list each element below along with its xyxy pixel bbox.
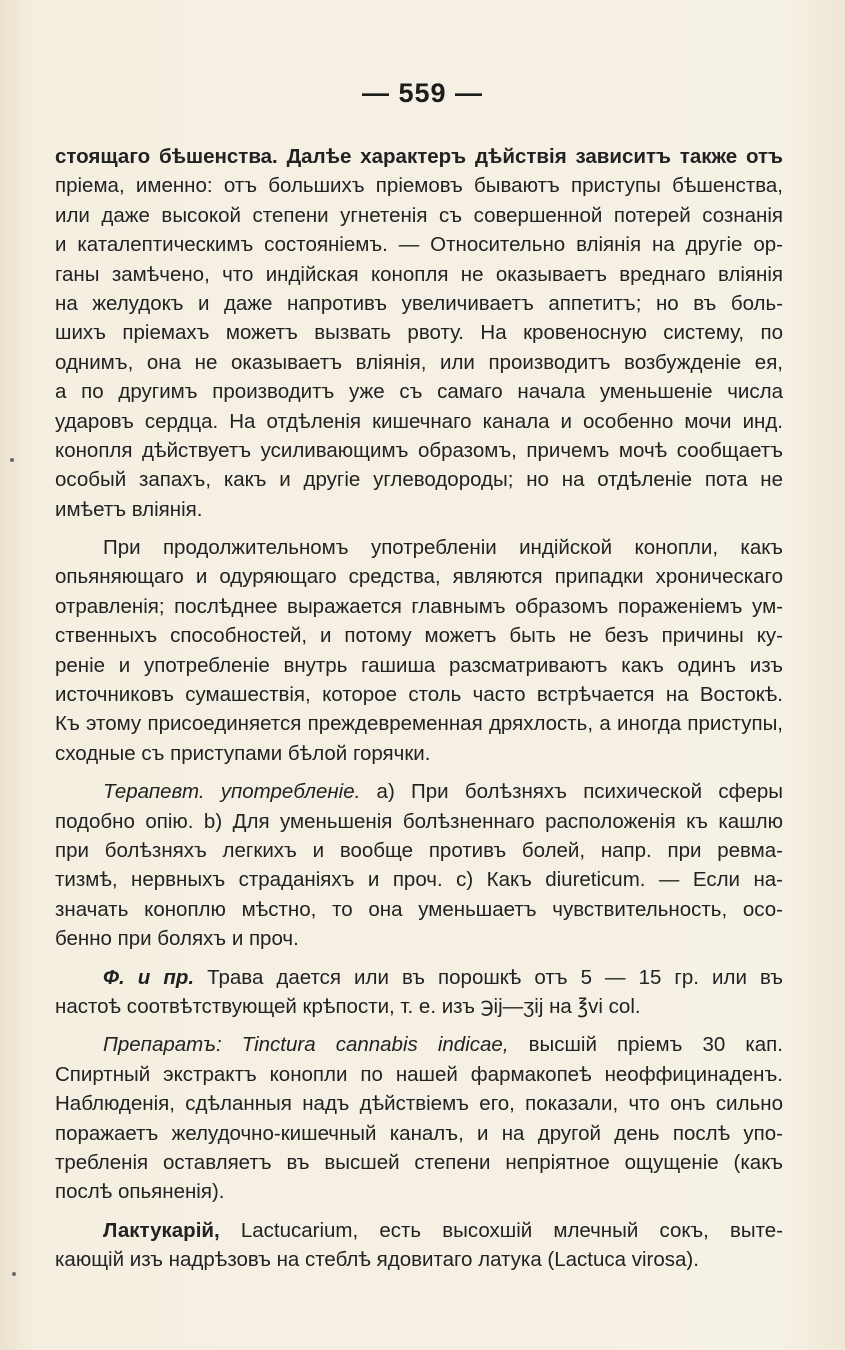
paragraph-preparation	[55, 1030, 783, 1206]
text-line: отравленія; послѣднее выражается главнымъ образомъ пораженіемъ ум-	[55, 594, 783, 618]
paragraph-dose	[55, 963, 783, 1022]
text-line: особый запахъ, какъ и другіе углеводороды; но на отдѣленіе пота не	[55, 468, 783, 492]
text-line	[55, 963, 783, 992]
text-line: источниковъ сумашествія, которое столь часто встрѣчается на Востокѣ.	[55, 683, 783, 707]
text-line: стоящаго бѣшенства. Далѣе характеръ дѣйствія зависитъ также отъ	[55, 145, 783, 168]
text-span: Трава дается или въ порошкѣ отъ 5 — 15 гр. или въ	[194, 965, 783, 989]
paragraph-effects	[55, 142, 783, 768]
text-line: ганы замѣчено, что индійская конопля не оказываетъ вреднаго вліянія	[55, 262, 783, 286]
text-line: требленія оставляетъ въ высшей степени непріятное ощущеніе (какъ	[55, 1150, 783, 1174]
text-line: на желудокъ и даже напротивъ увеличиваетъ аппетитъ; но въ боль-	[55, 291, 783, 315]
latin-name: Lactucarium,	[219, 1218, 359, 1242]
text-line: бенно при боляхъ и проч.	[55, 927, 299, 951]
section-heading: Терапевт. употребленіе.	[103, 780, 361, 804]
text-line: и каталептическимъ состояніемъ. — Относительно вліянія на другіе ор-	[55, 233, 783, 257]
text-line: ударовъ сердца. На отдѣленія кишечнаго канала и особенно мочи инд.	[55, 409, 783, 433]
text-line: кающій изъ надрѣзовъ на стеблѣ ядовитаго латука (Lactuca virosa).	[55, 1248, 699, 1272]
text-line: сходные съ приступами бѣлой горячки.	[55, 741, 431, 765]
text-line: реніе и употребленіе внутрь гашиша разсматриваютъ какъ одинъ изъ	[55, 653, 783, 677]
text-line: конопля дѣйствуетъ усиливающимъ образомъ, причемъ мочѣ сообщаетъ	[55, 438, 783, 462]
text-line: Къ этому присоединяется преждевременная дряхлость, а иногда приступы,	[55, 712, 783, 736]
latin-name: Tinctura cannabis indicae,	[221, 1033, 509, 1057]
text-line: пріема, именно: отъ большихъ пріемовъ бываютъ приступы бѣшенства,	[55, 174, 783, 198]
paragraph-lactucarium	[55, 1216, 783, 1275]
body-text	[55, 142, 783, 1274]
margin-dot	[10, 458, 14, 462]
text-line: подобно опію. b) Для уменьшенія болѣзненнаго расположенія къ кашлю	[55, 809, 783, 833]
section-heading: Ф. и пр.	[103, 965, 195, 989]
text-line: тизмѣ, нервныхъ страданіяхъ и проч. c) Какъ diureticum. — Если на-	[55, 868, 783, 892]
text-line: однимъ, она не оказываетъ вліянія, или производитъ возбужденіе ея,	[55, 350, 783, 374]
text-span: а) При болѣзняхъ психической сферы	[360, 780, 783, 804]
text-line: настоѣ соотвѣтствующей крѣпости, т. е. изъ ℈ij—ʒij на ℥vi col.	[55, 994, 641, 1018]
text-span: высшій пріемъ 30 кап.	[508, 1033, 783, 1057]
text-span: есть высохшій млечный сокъ, выте-	[358, 1218, 783, 1242]
paragraph-therapy	[55, 777, 783, 953]
text-line: при болѣзняхъ легкихъ и вообще противъ болей, напр. при ревма-	[55, 838, 783, 862]
text-line: поражаетъ желудочно-кишечный каналъ, и на другой день послѣ упо-	[55, 1121, 783, 1145]
page-number: — 559 —	[361, 78, 484, 108]
text-line	[55, 777, 783, 806]
text-line: послѣ опьяненія).	[55, 1180, 225, 1204]
text-line: При продолжительномъ употребленіи индійской конопли, какъ	[103, 536, 783, 560]
section-heading: Лактукарій,	[103, 1218, 220, 1242]
text-line	[55, 1030, 783, 1059]
margin-dot	[12, 1272, 16, 1276]
text-line: Спиртный экстрактъ конопли по нашей фармакопеѣ неоффицинаденъ.	[55, 1062, 783, 1086]
text-line	[55, 1216, 783, 1245]
text-line: шихъ пріемахъ можетъ вызвать рвоту. На кровеносную систему, по	[55, 321, 783, 345]
text-line: а по другимъ производитъ уже съ самаго начала уменьшеніе числа	[55, 380, 783, 404]
text-line: имѣетъ вліянія.	[55, 497, 203, 521]
text-line: или даже высокой степени угнетенія съ совершенной потерей сознанія	[55, 203, 783, 227]
section-heading: Препаратъ:	[103, 1033, 222, 1057]
text-line: опьяняющаго и одуряющаго средства, являются припадки хроническаго	[55, 565, 783, 589]
text-line: значать коноплю мѣстно, то она уменьшаетъ чувствительность, осо-	[55, 897, 783, 921]
text-line: ственныхъ способностей, и потому можетъ быть не безъ причины ку-	[55, 624, 783, 648]
text-line: Наблюденія, сдѣланныя надъ дѣйствіемъ его, показали, что онъ сильно	[55, 1092, 783, 1116]
